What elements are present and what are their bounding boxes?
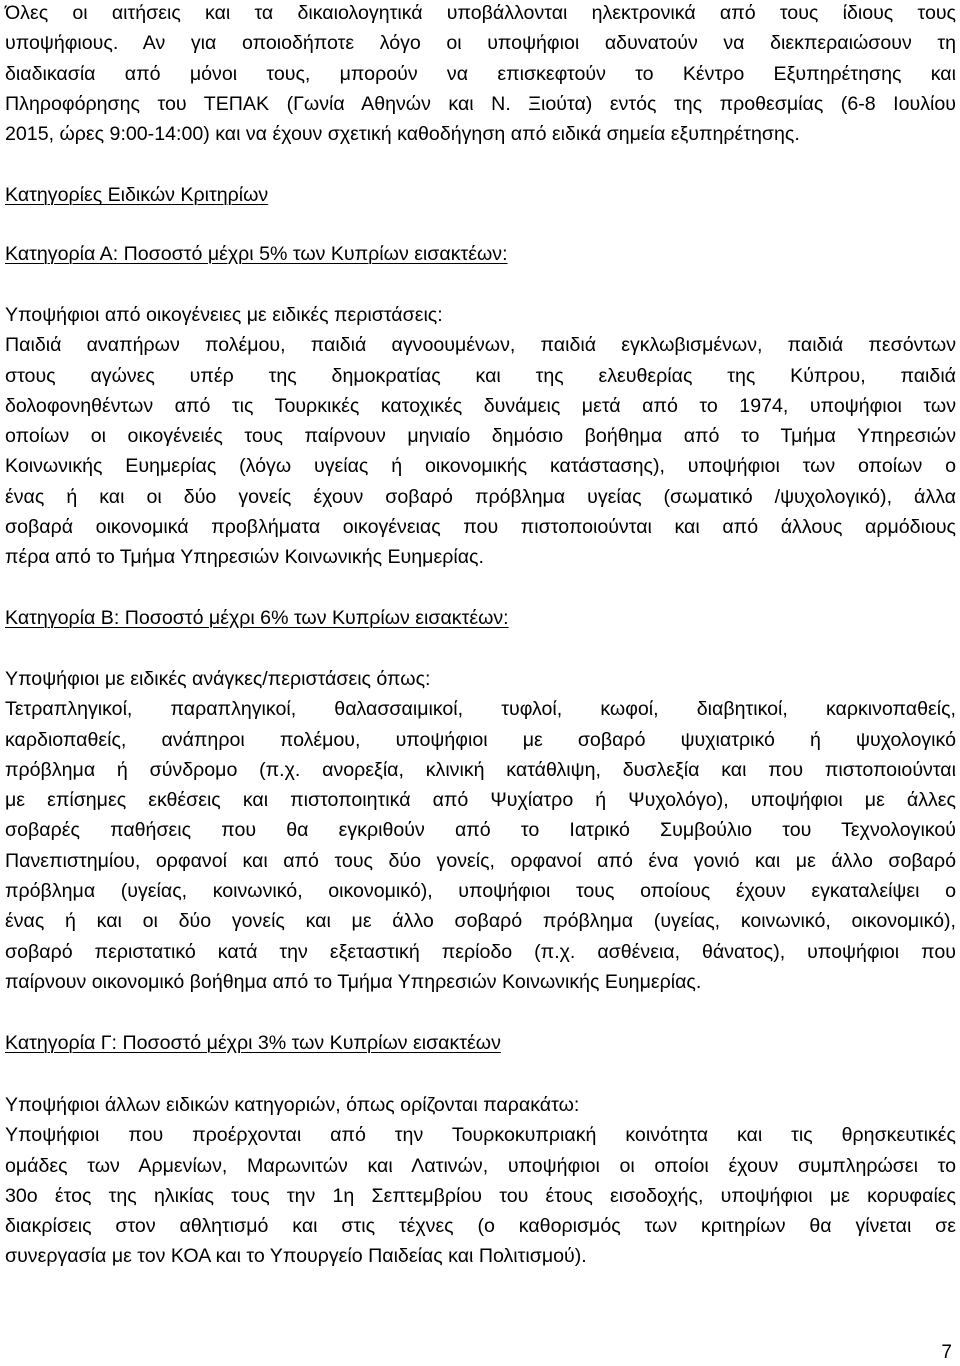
category-a-line: οποίων οι οικογένειές τους παίρνουν μηνιαίο δημόσιο βοήθημα από το Τμήμα Υπηρεσιών [5,425,956,448]
category-a-line: Παιδιά αναπήρων πολέμου, παιδιά αγνοουμένων, παιδιά εγκλωβισμένων, παιδιά πεσόντων [5,334,956,357]
category-a-line: δολοφονηθέντων από τις Τουρκικές κατοχικές δυνάμεις μετά από το 1974, υποψήφιοι των [5,394,956,417]
category-a-line: ένας ή και οι δύο γονείς έχουν σοβαρό πρόβλημα υγείας (σωματικό /ψυχολογικό), άλλα [5,485,956,508]
category-a-line: στους αγώνες υπέρ της δημοκρατίας και της ελευθερίας της Κύπρου, παιδιά [5,364,956,387]
category-a-title: Κατηγορία Α: Ποσοστό μέχρι 5% των Κυπρίων εισακτέων: [5,243,508,265]
section-title: Κατηγορίες Ειδικών Κριτηρίων [5,184,269,206]
category-b-line: Τετραπληγικοί, παραπληγικοί, θαλασσαιμικοί, τυφλοί, κωφοί, διαβητικοί, καρκινοπαθείς, [5,698,956,721]
category-b-line: ένας ή και οι δύο γονείς και με άλλο σοβαρό πρόβλημα (υγείας, κοινωνικό, οικονομικό), [5,910,956,933]
category-a-line: πέρα από το Τμήμα Υπηρεσιών Κοινωνικής Ευημερίας. [5,546,484,569]
category-a-line: Υποψήφιοι από οικογένειες με ειδικές περιστάσεις: [5,304,443,326]
category-c-line: 30ο έτος της ηλικίας τους την 1η Σεπτεμβρίου του έτους εισοδοχής, υποψήφιοι με κορυφαίες [5,1184,956,1207]
category-b-line: Υποψήφιοι με ειδικές ανάγκες/περιστάσεις όπως: [5,668,431,690]
page-number: 7 [941,1342,952,1363]
category-b-line: παίρνουν οικονομικό βοήθημα από το Τμήμα Υπηρεσιών Κοινωνικής Ευημερίας. [5,970,702,993]
intro-paragraph [5,0,956,149]
category-b-line: πρόβλημα ή σύνδρομο (π.χ. ανορεξία, κλινική κατάθλιψη, δυσλεξία και που πιστοποιούνται [5,758,956,781]
intro-line: Πληροφόρησης του ΤΕΠΑΚ (Γωνία Αθηνών και Ν. Ξιούτα) εντός της προθεσμίας (6-8 Ιουλίου [5,92,956,115]
category-a-line: σοβαρά οικονομικά προβλήματα οικογένειας που πιστοποιούνται και από άλλους αρμόδιους [5,516,956,539]
category-c-title: Κατηγορία Γ: Ποσοστό μέχρι 3% των Κυπρίων εισακτέων [5,1032,501,1054]
category-c-body [5,1090,956,1272]
category-c-line: Υποψήφιοι που προέρχονται από την Τουρκοκυπριακή κοινότητα και τις θρησκευτικές [5,1124,956,1147]
category-b-line: Πανεπιστημίου, ορφανοί και από τους δύο γονείς, ορφανοί από ένα γονιό και με άλλο σοβαρό [5,849,956,872]
category-b-line: σοβαρό περιστατικό κατά την εξεταστική περίοδο (π.χ. ασθένεια, θάνατος), υποψήφιοι που [5,940,956,963]
category-b-line: σοβαρές παθήσεις που θα εγκριθούν από το Ιατρικό Συμβούλιο του Τεχνολογικού [5,819,956,842]
category-b-line: καρδιοπαθείς, ανάπηροι πολέμου, υποψήφιοι με σοβαρό ψυχιατρικό ή ψυχολογικό [5,728,956,751]
category-c-line: Υποψήφιοι άλλων ειδικών κατηγοριών, όπως ορίζονται παρακάτω: [5,1094,580,1116]
category-b-body [5,664,956,997]
category-c-line: διακρίσεις στον αθλητισμό και στις τέχνες (ο καθορισμός των κριτηρίων θα γίνεται σε [5,1215,956,1238]
intro-line: υποψήφιους. Αν για οποιοδήποτε λόγο οι υποψήφιοι αδυνατούν να διεκπεραιώσουν τη [5,32,956,55]
category-a-body [5,300,956,573]
category-b-title: Κατηγορία Β: Ποσοστό μέχρι 6% των Κυπρίων εισακτέων: [5,607,509,629]
category-c-line: ομάδες των Αρμενίων, Μαρωνιτών και Λατινών, υποψήφιοι οι οποίοι έχουν συμπληρώσει το [5,1154,956,1177]
category-b-line: με επίσημες εκθέσεις και πιστοποιητικά από Ψυχίατρο ή Ψυχολόγο), υποψήφιοι με άλλες [5,789,956,812]
category-c-line: συνεργασία με τον ΚΟΑ και το Υπουργείο Παιδείας και Πολιτισμού). [5,1245,587,1268]
intro-line: Όλες οι αιτήσεις και τα δικαιολογητικά υποβάλλονται ηλεκτρονικά από τους ίδιους τους [5,2,956,24]
intro-line: διαδικασία από μόνοι τους, μπορούν να επισκεφτούν το Κέντρο Εξυπηρέτησης και [5,62,956,85]
intro-line: 2015, ώρες 9:00-14:00) και να έχουν σχετική καθοδήγηση από ειδικά σημεία εξυπηρέτησης. [5,123,800,146]
category-b-line: πρόβλημα (υγείας, κοινωνικό, οικονομικό), υποψήφιοι τους οποίους έχουν εγκαταλείψει ο [5,880,956,903]
category-a-line: Κοινωνικής Ευημερίας (λόγω υγείας ή οικονομικής κατάστασης), υποψήφιοι των οποίων ο [5,455,956,478]
